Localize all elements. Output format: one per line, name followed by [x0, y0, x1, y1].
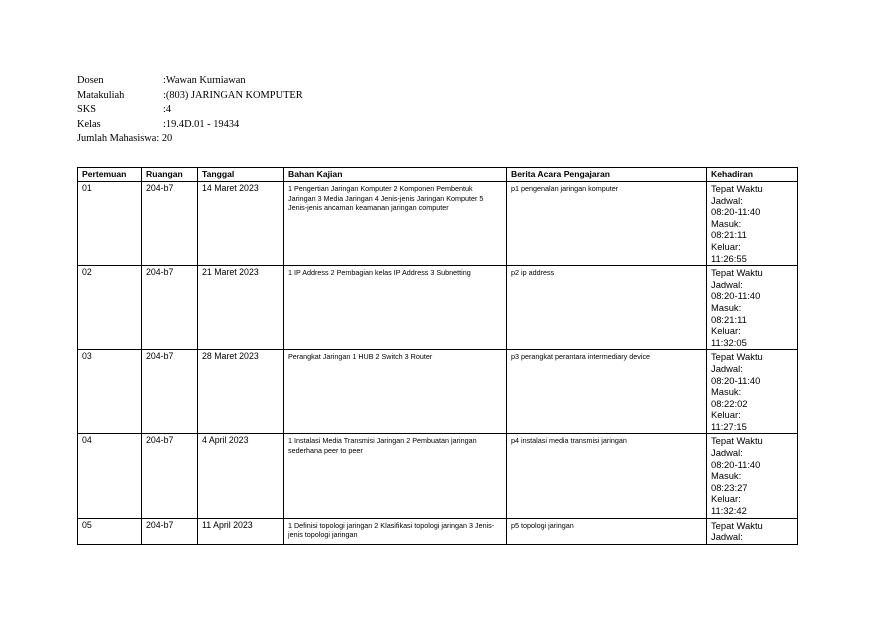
berita-acara-cell: p1 pengenalan jaringan komputer	[507, 182, 707, 266]
dosen-row	[77, 74, 303, 89]
ruangan-cell: 204-b7	[142, 266, 198, 350]
status-text: Tepat Waktu	[711, 183, 763, 194]
jumlah-mahasiswa: Jumlah Mahasiswa: 20	[77, 133, 173, 145]
status-text: Tepat Waktu	[711, 351, 763, 363]
ruangan-cell: 204-b7	[142, 350, 198, 434]
jadwal-label: Jadwal:	[711, 531, 743, 543]
ruangan-cell: 204-b7	[142, 182, 198, 266]
masuk-label: Masuk:	[711, 386, 742, 398]
pertemuan-cell: 04	[78, 434, 142, 518]
keluar-label: Keluar:	[711, 325, 741, 337]
kehadiran-cell	[707, 350, 798, 434]
pertemuan-cell: 01	[78, 182, 142, 266]
pertemuan-cell: 03	[78, 350, 142, 434]
keluar-value: 11:26:55	[711, 252, 747, 264]
attendance-table	[77, 167, 798, 545]
matakuliah-row	[77, 89, 303, 104]
masuk-label: Masuk:	[711, 470, 742, 482]
bahan-kajian-cell: Perangkat Jaringan 1 HUB 2 Switch 3 Router	[284, 350, 507, 434]
ruangan-cell: 204-b7	[142, 434, 198, 518]
masuk-value: 08:22:02	[711, 397, 748, 409]
kehadiran-cell	[707, 434, 798, 518]
jumlah-row	[77, 132, 303, 147]
jadwal-label: Jadwal:	[711, 362, 743, 374]
keluar-value: 11:32:42	[711, 505, 747, 517]
bahan-kajian-cell: 1 IP Address 2 Pembagian kelas IP Address 3 Subnetting	[284, 266, 507, 350]
status-text: Tepat Waktu	[711, 267, 763, 279]
jadwal-value: 08:20-11:40	[711, 374, 761, 386]
column-header-bahan-kajian: Bahan Kajian	[284, 168, 507, 182]
matakuliah-value: :(803) JARINGAN KOMPUTER	[163, 89, 303, 101]
kehadiran-cell	[707, 518, 798, 544]
jadwal-value: 08:20-11:40	[711, 290, 761, 302]
column-header-pertemuan: Pertemuan	[78, 168, 142, 182]
berita-acara-cell: p5 topologi jaringan	[507, 518, 707, 544]
masuk-label: Masuk:	[711, 301, 742, 313]
column-header-kehadiran: Kehadiran	[707, 168, 798, 182]
table-header-row	[78, 168, 798, 182]
keluar-value: 11:32:05	[711, 336, 747, 348]
pertemuan-cell: 02	[78, 266, 142, 350]
tanggal-cell: 4 April 2023	[198, 434, 284, 518]
bahan-kajian-cell: 1 Definisi topologi jaringan 2 Klasifikasi topologi jaringan 3 Jenis-jenis topologi jaringan	[284, 518, 507, 544]
keluar-label: Keluar:	[711, 409, 741, 421]
course-info	[77, 74, 303, 147]
bahan-kajian-cell: 1 Instalasi Media Transmisi Jaringan 2 Pembuatan jaringan sederhana peer to peer	[284, 434, 507, 518]
kelas-value: :19.4D.01 - 19434	[163, 118, 240, 130]
jadwal-value: 08:20-11:40	[711, 458, 761, 470]
kehadiran-cell	[707, 266, 798, 350]
status-text: Tepat Waktu	[711, 519, 763, 531]
masuk-label: Masuk:	[711, 217, 742, 229]
masuk-value: 08:21:11	[711, 313, 747, 325]
jadwal-label: Jadwal:	[711, 278, 743, 290]
matakuliah-label: Matakuliah	[77, 89, 125, 101]
kelas-label: Kelas	[77, 118, 101, 130]
status-text: Tepat Waktu	[711, 435, 763, 447]
table-row	[78, 182, 798, 266]
kelas-row	[77, 118, 303, 133]
table-row	[78, 518, 798, 544]
column-header-ruangan: Ruangan	[142, 168, 198, 182]
keluar-value: 11:27:15	[711, 420, 747, 432]
table-row	[78, 434, 798, 518]
berita-acara-cell: p3 perangkat perantara intermediary device	[507, 350, 707, 434]
bahan-kajian-cell: 1 Pengertian Jaringan Komputer 2 Komponen Pembentuk Jaringan 3 Media Jaringan 4 Jenis-jenis Jaringan Komputer 5 Jenis-jenis ancaman keamanan jaringan computer	[284, 182, 507, 266]
tanggal-cell: 14 Maret 2023	[198, 182, 284, 266]
ruangan-cell: 204-b7	[142, 518, 198, 544]
berita-acara-cell: p4 instalasi media transmisi jaringan	[507, 434, 707, 518]
table-row	[78, 350, 798, 434]
column-header-berita-acara: Berita Acara Pengajaran	[507, 168, 707, 182]
sks-label: SKS	[77, 104, 97, 116]
sks-value: :4	[163, 104, 172, 116]
sks-row	[77, 103, 303, 118]
masuk-value: 08:23:27	[711, 481, 748, 493]
pertemuan-cell: 05	[78, 518, 142, 544]
tanggal-cell: 21 Maret 2023	[198, 266, 284, 350]
jadwal-value: 08:20-11:40	[711, 206, 761, 218]
berita-acara-cell: p2 ip address	[507, 266, 707, 350]
tanggal-cell: 28 Maret 2023	[198, 350, 284, 434]
column-header-tanggal: Tanggal	[198, 168, 284, 182]
keluar-label: Keluar:	[711, 240, 741, 252]
tanggal-cell: 11 April 2023	[198, 518, 284, 544]
masuk-value: 08:21:11	[711, 229, 747, 241]
jadwal-label: Jadwal:	[711, 447, 743, 459]
table-row	[78, 266, 798, 350]
kehadiran-cell	[707, 182, 798, 266]
keluar-label: Keluar:	[711, 493, 741, 505]
dosen-label: Dosen	[77, 75, 104, 86]
jadwal-label: Jadwal:	[711, 194, 743, 206]
dosen-value: :Wawan Kurniawan	[163, 75, 246, 86]
